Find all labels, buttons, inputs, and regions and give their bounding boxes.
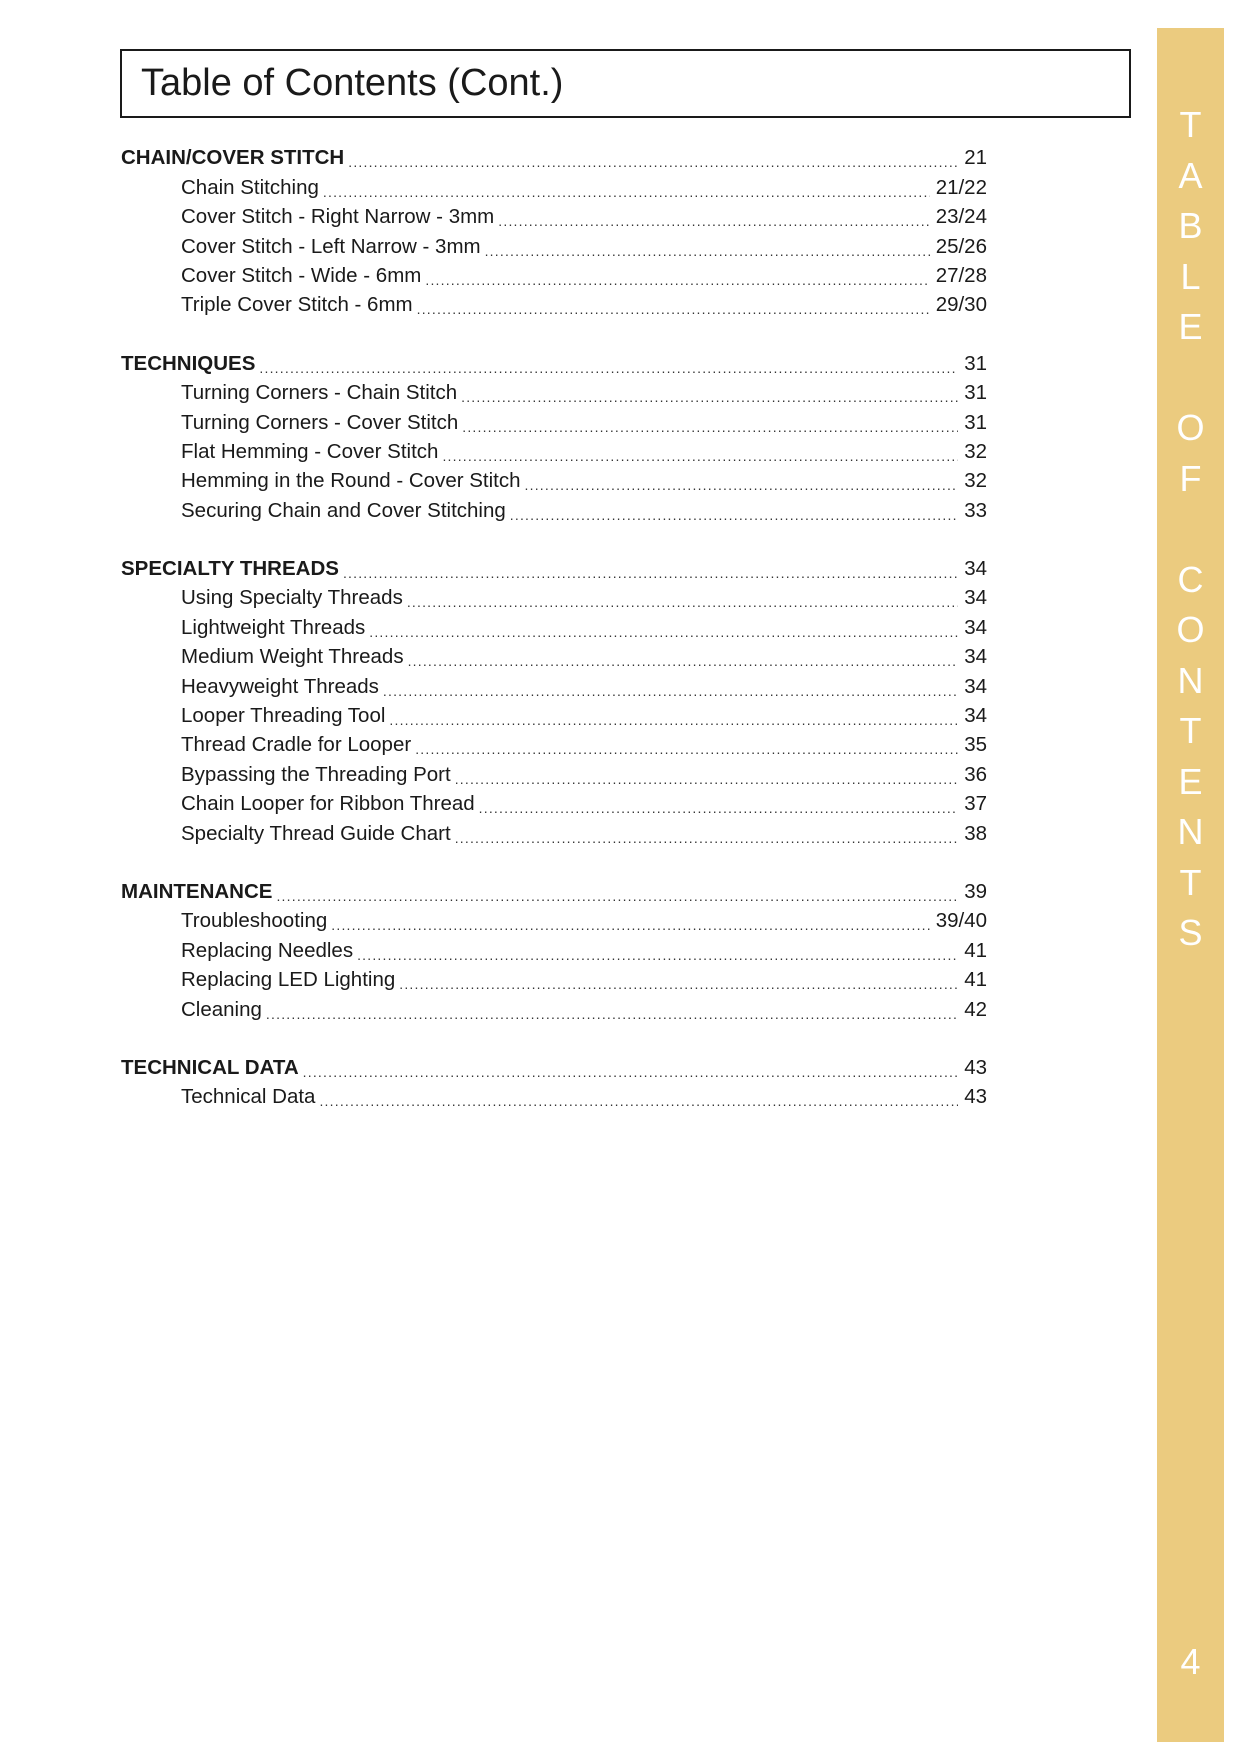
side-tab-letter: A xyxy=(1178,154,1203,196)
toc-entry-page: 31 xyxy=(964,410,987,434)
toc-entry-label: Flat Hemming - Cover Stitch xyxy=(181,439,439,463)
side-tab-letter: O xyxy=(1176,609,1205,650)
toc-entry-label: Lightweight Threads xyxy=(181,615,366,639)
dot-leader xyxy=(319,1084,958,1110)
toc-entry[interactable] xyxy=(121,201,987,230)
side-tab-letter: T xyxy=(1179,710,1202,751)
toc-section-heading-page: 21 xyxy=(964,146,987,170)
side-tab-letter: T xyxy=(1179,861,1202,903)
toc-entry-page: 31 xyxy=(964,381,987,405)
dot-leader xyxy=(461,380,958,406)
toc-entry-label: Cover Stitch - Right Narrow - 3mm xyxy=(181,205,495,229)
toc-section-heading-page: 31 xyxy=(964,351,987,375)
toc-section xyxy=(121,1052,987,1111)
toc-entry-label: Cover Stitch - Left Narrow - 3mm xyxy=(181,234,481,258)
toc-entry-page: 21/22 xyxy=(935,175,987,199)
toc-entry[interactable] xyxy=(121,611,987,640)
toc-section-heading[interactable] xyxy=(121,553,987,582)
toc-section-heading-page: 34 xyxy=(964,557,987,581)
toc-entry-label: Hemming in the Round - Cover Stitch xyxy=(181,469,521,493)
dot-leader xyxy=(389,703,958,729)
dot-leader xyxy=(462,410,958,436)
toc-entry-page: 33 xyxy=(964,498,987,522)
title-box xyxy=(120,49,1131,118)
toc-entry[interactable] xyxy=(121,641,987,670)
dot-leader xyxy=(266,997,958,1023)
toc-entry-label: Replacing LED Lighting xyxy=(181,968,396,992)
toc-entry[interactable] xyxy=(121,758,987,787)
dot-leader xyxy=(383,674,958,700)
side-tab-letter: C xyxy=(1177,558,1204,600)
side-tab-gap xyxy=(1157,504,1224,555)
toc-entry[interactable] xyxy=(121,436,987,465)
page-title: Table of Contents (Cont.) xyxy=(141,62,564,104)
toc-entry[interactable] xyxy=(121,729,987,758)
toc-section-heading[interactable] xyxy=(121,876,987,905)
toc-entry-page: 32 xyxy=(964,439,987,463)
toc-entry[interactable] xyxy=(121,465,987,494)
toc-entry[interactable] xyxy=(121,377,987,406)
dot-leader xyxy=(369,615,958,641)
toc-section xyxy=(121,553,987,847)
page-number: 4 xyxy=(1180,1641,1201,1682)
toc-section-heading-label: CHAIN/COVER STITCH xyxy=(121,146,345,170)
toc-entry[interactable] xyxy=(121,289,987,318)
toc-entry-label: Specialty Thread Guide Chart xyxy=(181,821,451,845)
toc-entry[interactable] xyxy=(121,260,987,289)
toc-entry[interactable] xyxy=(121,905,987,934)
side-tab-letter: B xyxy=(1178,205,1203,246)
side-tab-letter: S xyxy=(1178,912,1203,953)
toc-entry-page: 35 xyxy=(964,733,987,757)
dot-leader xyxy=(408,644,959,670)
toc-entry-label: Chain Looper for Ribbon Thread xyxy=(181,792,475,816)
toc-entry-page: 41 xyxy=(964,968,987,992)
toc-entry-label: Medium Weight Threads xyxy=(181,645,404,669)
side-tab-letter: L xyxy=(1180,255,1201,297)
dot-leader xyxy=(415,732,958,758)
dot-leader xyxy=(276,879,958,905)
dot-leader xyxy=(455,762,958,788)
toc-entry-label: Looper Threading Tool xyxy=(181,704,386,728)
toc-section xyxy=(121,876,987,1023)
side-tab-letter: O xyxy=(1176,407,1205,448)
dot-leader xyxy=(259,351,958,377)
side-tab-gap xyxy=(1157,353,1224,404)
toc-entry[interactable] xyxy=(121,700,987,729)
toc-entry[interactable] xyxy=(121,964,987,993)
dot-leader xyxy=(357,938,958,964)
toc-entry-label: Troubleshooting xyxy=(181,909,328,933)
toc-entry-page: 34 xyxy=(964,674,987,698)
toc-entry-page: 43 xyxy=(964,1085,987,1109)
dot-leader xyxy=(348,145,958,171)
toc-entry[interactable] xyxy=(121,817,987,846)
toc-entry-page: 25/26 xyxy=(935,234,987,258)
toc-entry-page: 41 xyxy=(964,938,987,962)
toc-entry-label: Thread Cradle for Looper xyxy=(181,733,412,757)
toc-section-heading[interactable] xyxy=(121,347,987,376)
toc-entry-label: Cleaning xyxy=(181,997,262,1021)
dot-leader xyxy=(455,821,959,847)
side-tab-letter: E xyxy=(1178,306,1203,347)
side-tab-letter: T xyxy=(1179,104,1202,145)
toc-entry[interactable] xyxy=(121,406,987,435)
toc-entry-label: Bypassing the Threading Port xyxy=(181,762,451,786)
toc-entry[interactable] xyxy=(121,230,987,259)
toc-entry-page: 27/28 xyxy=(935,263,987,287)
toc-entry-label: Chain Stitching xyxy=(181,175,319,199)
toc-entry-label: Turning Corners - Chain Stitch xyxy=(181,381,458,405)
side-tab-letter: N xyxy=(1177,811,1204,852)
side-tab xyxy=(1157,28,1224,1742)
dot-leader xyxy=(303,1055,959,1081)
dot-leader xyxy=(498,204,929,230)
toc-section-heading-page: 43 xyxy=(964,1055,987,1079)
toc-entry[interactable] xyxy=(121,934,987,963)
toc-entry-label: Cover Stitch - Wide - 6mm xyxy=(181,263,422,287)
toc-entry-page: 36 xyxy=(964,762,987,786)
toc-entry[interactable] xyxy=(121,494,987,523)
dot-leader xyxy=(485,234,930,260)
toc-entry[interactable] xyxy=(121,788,987,817)
toc-entry-page: 34 xyxy=(964,615,987,639)
toc-section-heading-label: TECHNICAL DATA xyxy=(121,1055,299,1079)
side-tab-letter: F xyxy=(1179,457,1202,499)
dot-leader xyxy=(417,292,930,318)
dot-leader xyxy=(323,175,930,201)
toc-entry-label: Replacing Needles xyxy=(181,938,354,962)
side-tab-vertical-title xyxy=(1157,100,1224,959)
toc-entry[interactable] xyxy=(121,1081,987,1110)
toc-entry-page: 23/24 xyxy=(935,205,987,229)
toc-entry-label: Triple Cover Stitch - 6mm xyxy=(181,293,413,317)
dot-leader xyxy=(399,967,958,993)
side-tab-letter: N xyxy=(1177,659,1204,701)
toc-entry-page: 32 xyxy=(964,469,987,493)
toc-entry[interactable] xyxy=(121,993,987,1022)
toc-entry-page: 42 xyxy=(964,997,987,1021)
dot-leader xyxy=(479,791,959,817)
dot-leader xyxy=(343,556,958,582)
side-tab-letter: E xyxy=(1178,760,1203,802)
toc-entry[interactable] xyxy=(121,171,987,200)
table-of-contents xyxy=(121,142,987,1139)
toc-entry-label: Heavyweight Threads xyxy=(181,674,379,698)
toc-entry-label: Turning Corners - Cover Stitch xyxy=(181,410,459,434)
toc-entry-page: 39/40 xyxy=(935,909,987,933)
toc-entry-page: 34 xyxy=(964,645,987,669)
toc-entry-page: 37 xyxy=(964,792,987,816)
dot-leader xyxy=(525,468,959,494)
toc-section-heading-label: TECHNIQUES xyxy=(121,351,256,375)
toc-section xyxy=(121,142,987,318)
dot-leader xyxy=(407,585,958,611)
toc-entry-page: 34 xyxy=(964,704,987,728)
dot-leader xyxy=(331,908,929,934)
toc-section xyxy=(121,347,987,523)
toc-entry-label: Technical Data xyxy=(181,1085,316,1109)
dot-leader xyxy=(425,263,929,289)
toc-section-heading-page: 39 xyxy=(964,879,987,903)
toc-entry[interactable] xyxy=(121,670,987,699)
dot-leader xyxy=(510,498,958,524)
dot-leader xyxy=(442,439,958,465)
toc-section-heading[interactable] xyxy=(121,142,987,171)
toc-entry[interactable] xyxy=(121,582,987,611)
toc-entry-label: Securing Chain and Cover Stitching xyxy=(181,498,506,522)
toc-section-heading-label: MAINTENANCE xyxy=(121,879,273,903)
toc-section-heading-label: SPECIALTY THREADS xyxy=(121,557,339,581)
toc-section-heading[interactable] xyxy=(121,1052,987,1081)
toc-entry-page: 38 xyxy=(964,821,987,845)
toc-entry-page: 34 xyxy=(964,586,987,610)
toc-entry-page: 29/30 xyxy=(935,293,987,317)
toc-entry-label: Using Specialty Threads xyxy=(181,586,403,610)
